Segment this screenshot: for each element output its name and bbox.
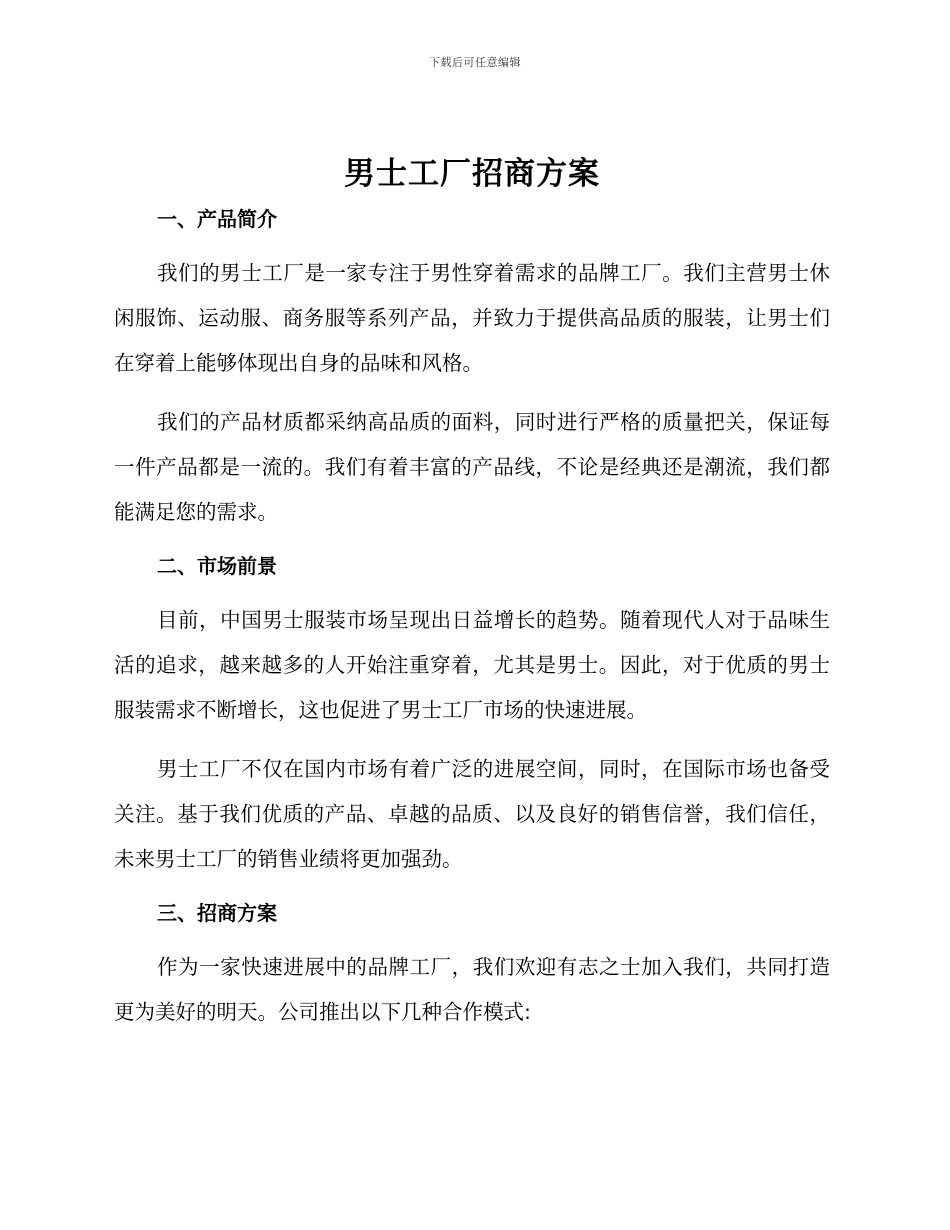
section-market-outlook (114, 549, 830, 882)
paragraph: 作为一家快速进展中的品牌工厂，我们欢迎有志之士加入我们，共同打造更为美好的明天。公司推出以下几种合作模式: (114, 955, 830, 1024)
section-heading: 三、招商方案 (157, 901, 277, 925)
paragraph: 我们的男士工厂是一家专注于男性穿着需求的品牌工厂。我们主营男士休闲服饰、运动服、商务服等系列产品，并致力于提供高品质的服装，让男士们在穿着上能够体现出自身的品味和风格。 (114, 261, 830, 375)
paragraph: 目前，中国男士服装市场呈现出日益增长的趋势。随着现代人对于品味生活的追求，越来越多的人开始注重穿着，尤其是男士。因此，对于优质的男士服装需求不断增长，这也促进了男士工厂市场的快速进展。 (114, 608, 830, 722)
document-body (114, 146, 830, 1049)
page-header-note: 下载后可任意编辑 (429, 56, 521, 69)
section-product-intro (114, 202, 830, 535)
section-heading: 二、市场前景 (157, 554, 277, 578)
paragraph: 我们的产品材质都采纳高品质的面料，同时进行严格的质量把关，保证每一件产品都是一流的。我们有着丰富的产品线，不论是经典还是潮流，我们都能满足您的需求。 (114, 410, 830, 524)
document-title: 男士工厂招商方案 (344, 156, 600, 192)
section-heading: 一、产品简介 (157, 207, 277, 231)
section-investment-plan (114, 896, 830, 1035)
paragraph: 男士工厂不仅在国内市场有着广泛的进展空间，同时，在国际市场也备受关注。基于我们优质的产品、卓越的品质、以及良好的销售信誉，我们信任，未来男士工厂的销售业绩将更加强劲。 (114, 757, 830, 871)
